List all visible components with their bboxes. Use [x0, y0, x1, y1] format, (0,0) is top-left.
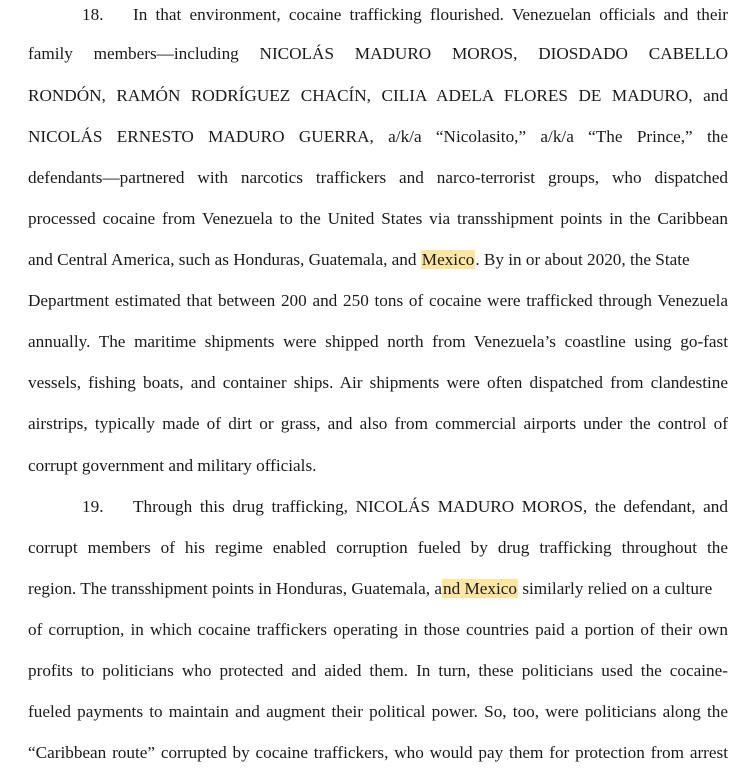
paragraph-18-line-5	[28, 165, 728, 191]
line-text: Through this drug trafficking, NICOLÁS MADURO MOROS, the defendant, and	[133, 497, 728, 516]
line-text: “Caribbean route” corrupted by cocaine traffickers, who would pay them for protection from arrest	[28, 743, 728, 762]
paragraph-18-line-9	[28, 329, 728, 355]
line-text: region. The transshipment points in Honduras, Guatemala, a	[28, 579, 443, 598]
line-text: corrupt government and military officials.	[28, 456, 317, 475]
paragraph-number: 18.	[82, 5, 104, 24]
paragraph-19-line-7	[28, 740, 728, 766]
paragraph-19-line-4	[28, 617, 728, 643]
line-text: NICOLÁS ERNESTO MADURO GUERRA, a/k/a “Nicolasito,” a/k/a “The Prince,” the	[28, 127, 728, 146]
line-text: processed cocaine from Venezuela to the United States via transshipment points in the Caribbean	[28, 209, 728, 228]
line-text: airstrips, typically made of dirt or grass, and also from commercial airports under the control of	[28, 414, 728, 433]
paragraph-18-line-3	[28, 83, 728, 109]
paragraph-19-line-6	[28, 699, 728, 725]
paragraph-18-line-4	[28, 124, 728, 150]
line-text: defendants—partnered with narcotics traffickers and narco-terrorist groups, who dispatched	[28, 168, 728, 187]
line-text: annually. The maritime shipments were shipped north from Venezuela’s coastline using go-fast	[28, 332, 728, 351]
line-text: vessels, fishing boats, and container ships. Air shipments were often dispatched from clandestine	[28, 373, 728, 392]
paragraph-19-line-1	[28, 494, 728, 520]
line-text: profits to politicians who protected and aided them. In turn, these politicians used the cocaine-	[28, 661, 728, 680]
highlighted-text: Mexico	[421, 250, 475, 269]
paragraph-18-line-12	[28, 453, 728, 479]
line-text: corrupt members of his regime enabled corruption fueled by drug trafficking throughout the	[28, 538, 728, 557]
line-text: of corruption, in which cocaine traffickers operating in those countries paid a portion of their own	[28, 620, 728, 639]
paragraph-18-line-8	[28, 288, 728, 314]
line-text: and Central America, such as Honduras, Guatemala, and	[28, 250, 421, 269]
line-text: family members—including NICOLÁS MADURO MOROS, DIOSDADO CABELLO	[28, 44, 728, 63]
line-text: fueled payments to maintain and augment their political power. So, too, were politicians along the	[28, 702, 728, 721]
highlighted-text: nd Mexico	[443, 579, 518, 598]
line-text: . By in or about 2020, the State	[475, 250, 690, 269]
paragraph-18-line-1	[28, 2, 728, 28]
paragraph-19-line-2	[28, 535, 728, 561]
paragraph-18-line-2	[28, 41, 728, 67]
line-text: Department estimated that between 200 and 250 tons of cocaine were trafficked through Venezuela	[28, 291, 728, 310]
paragraph-19-line-5	[28, 658, 728, 684]
line-text: In that environment, cocaine trafficking flourished. Venezuelan officials and their	[133, 5, 728, 24]
line-text: RONDÓN, RAMÓN RODRÍGUEZ CHACÍN, CILIA ADELA FLORES DE MADURO, and	[28, 86, 728, 105]
paragraph-number: 19.	[82, 497, 104, 516]
paragraph-18-line-6	[28, 206, 728, 232]
paragraph-18-line-11	[28, 411, 728, 437]
paragraph-18-line-10	[28, 370, 728, 396]
paragraph-18-line-7	[28, 247, 728, 273]
line-text: similarly relied on a culture	[518, 579, 713, 598]
paragraph-19-line-3	[28, 576, 728, 602]
